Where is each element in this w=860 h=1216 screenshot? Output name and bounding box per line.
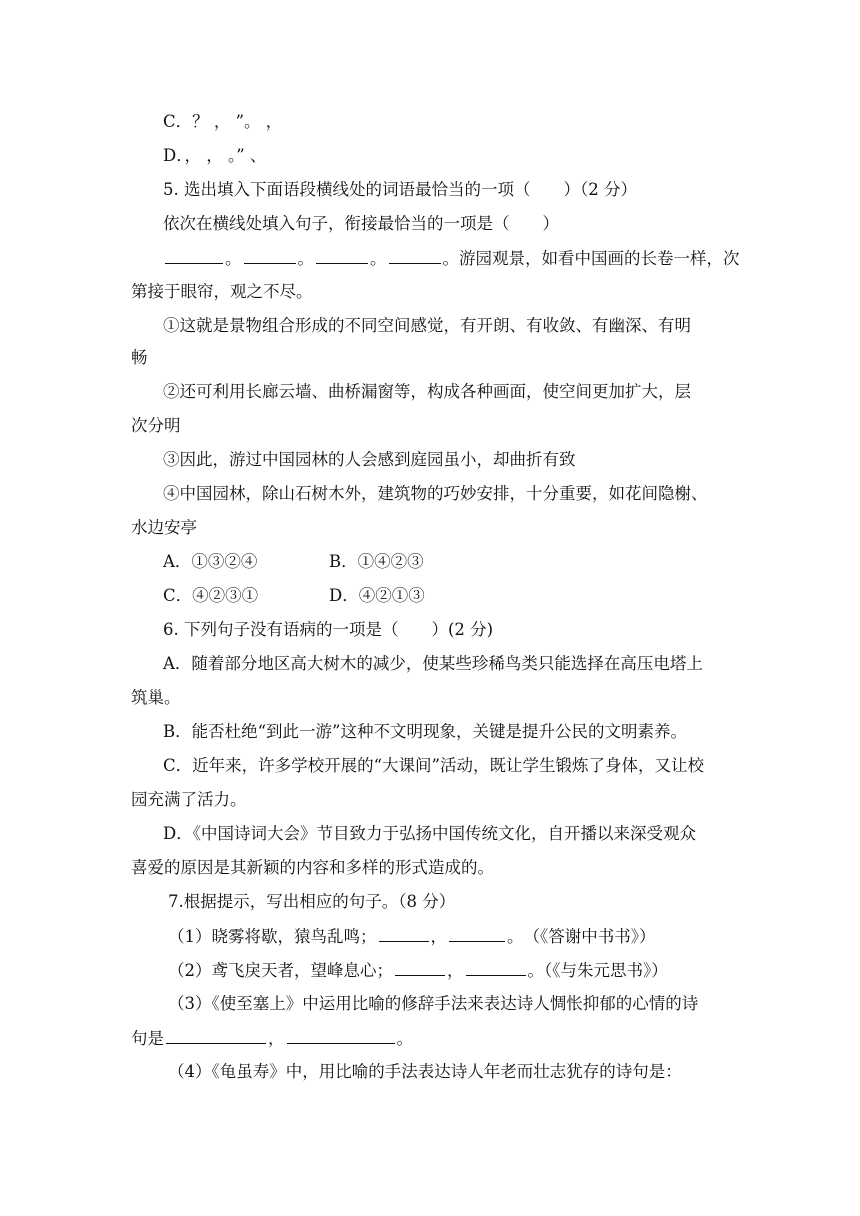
- q4-option-d: D．， ， 。” 、: [163, 146, 267, 165]
- answer-blank[interactable]: [244, 247, 296, 264]
- q7-title: 7.根据提示，写出相应的句子。（8 分）: [168, 892, 456, 911]
- comma: ，: [447, 961, 464, 980]
- q6-option-c: C．近年来，许多学校开展的“大课间”活动，既让学生锻炼了身体，又让校: [163, 756, 704, 775]
- q5-option-c: C．④②③①: [163, 586, 259, 605]
- answer-blank[interactable]: [165, 247, 223, 264]
- q6-option-d: D．《中国诗词大会》节目致力于弘扬中国传统文化，自开播以来深受观众: [163, 824, 696, 843]
- answer-blank[interactable]: [287, 1027, 395, 1044]
- q6-option-d-cont: 喜爱的原因是其新颖的内容和多样的形式造成的。: [131, 858, 494, 877]
- q5-option-a: A．①③②④: [163, 552, 258, 571]
- q5-sentence-4: ④中国园林，除山石树木外，建筑物的巧妙安排，十分重要，如花间隐榭、: [163, 484, 708, 503]
- q7-part-2-tail: 。（《与朱元思书》）: [527, 961, 668, 980]
- answer-blank[interactable]: [389, 247, 441, 264]
- q5-option-d: D．④②①③: [329, 586, 425, 605]
- q5-sentence-2: ②还可利用长廊云墙、曲桥漏窗等，构成各种画面，使空间更加扩大，层: [163, 382, 691, 401]
- q7-part-3-head: 句是: [131, 1029, 164, 1048]
- q5-option-b: B．①④②③: [329, 552, 424, 571]
- q5-sentence-3: ③因此，游过中国园林的人会感到庭园虽小，却曲折有致: [163, 450, 576, 469]
- q7-part-4: （4）《龟虽寿》中，用比喻的手法表达诗人年老而壮志犹存的诗句是：: [168, 1062, 682, 1081]
- q7-part-1-head: （1）晓雾将歇，猿鸟乱鸣；: [168, 927, 377, 946]
- q5-passage-line1: 。 。 。 。游园观景，如看中国画的长卷一样，次: [163, 247, 740, 270]
- q5-instruction: 依次在横线处填入句子，衔接最恰当的一项是（ ）: [163, 214, 559, 233]
- answer-blank[interactable]: [166, 1027, 266, 1044]
- q6-title: 6. 下列句子没有语病的一项是（ ）(2 分): [163, 620, 494, 639]
- comma: ，: [430, 927, 447, 946]
- q7-part-2-head: （2）鸢飞戾天者，望峰息心；: [168, 961, 393, 980]
- q5-sentence-1-cont: 畅: [131, 348, 148, 367]
- q6-option-a: A．随着部分地区高大树木的减少，使某些珍稀鸟类只能选择在高压电塔上: [163, 654, 703, 673]
- answer-blank[interactable]: [466, 959, 526, 976]
- q5-title: 5. 选出填入下面语段横线处的词语最恰当的一项（ ）（2 分）: [163, 180, 637, 199]
- q5-passage-text: 。游园观景，如看中国画的长卷一样，次: [442, 249, 740, 268]
- q5-passage-line2: 第接于眼帘，观之不尽。: [131, 282, 313, 301]
- q4-option-c: C．？ ， ”。 ，: [163, 112, 283, 131]
- answer-blank[interactable]: [379, 925, 429, 942]
- comma: ，: [268, 1029, 285, 1048]
- q7-part-2: [168, 959, 668, 982]
- q6-option-c-cont: 园充满了活力。: [131, 790, 247, 809]
- answer-blank[interactable]: [395, 959, 445, 976]
- q5-sentence-2-cont: 次分明: [131, 416, 181, 435]
- q5-sentence-1: ①这就是景物组合形成的不同空间感觉，有开朗、有收敛、有幽深、有明: [163, 316, 691, 335]
- answer-blank[interactable]: [449, 925, 505, 942]
- q7-part-1-tail: 。 （《答谢中书书》）: [507, 927, 656, 946]
- q5-sentence-4-cont: 水边安亭: [131, 518, 197, 537]
- answer-blank[interactable]: [316, 247, 368, 264]
- q6-option-b: B．能否杜绝“到此一游”这种不文明现象，关键是提升公民的文明素养。: [163, 722, 687, 741]
- q7-part-3-tail: 。: [396, 1029, 413, 1048]
- q7-part-3-cont: [131, 1027, 413, 1050]
- q7-part-3: （3）《使至塞上》中运用比喻的修辞手法来表达诗人惆怅抑郁的心情的诗: [168, 994, 699, 1013]
- q7-part-1: [168, 925, 656, 948]
- q6-option-a-cont: 筑巢。: [131, 688, 181, 707]
